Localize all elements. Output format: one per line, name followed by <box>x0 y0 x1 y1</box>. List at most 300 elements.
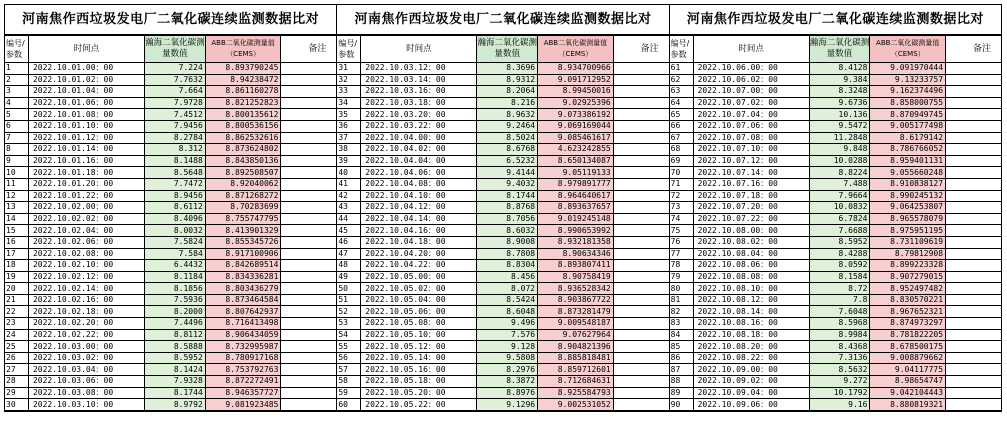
row-time: 2022.10.08.18：00 <box>693 329 809 341</box>
row-time: 2022.10.05.06：00 <box>361 306 477 318</box>
row-abb-value: 8.781822205 <box>870 329 946 341</box>
row-note <box>946 364 1001 376</box>
row-note <box>946 109 1001 121</box>
table-row <box>670 225 1001 237</box>
data-table <box>337 35 668 411</box>
row-note <box>946 376 1001 388</box>
row-hanhai-value: 7.9456 <box>145 120 206 132</box>
row-note <box>946 318 1001 330</box>
row-note <box>613 352 668 364</box>
row-note <box>281 294 336 306</box>
row-time: 2022.10.01.04：00 <box>28 86 144 98</box>
row-note <box>281 86 336 98</box>
row-number: 86 <box>670 352 693 364</box>
row-abb-value: 9.019245148 <box>538 213 614 225</box>
row-abb-value: 8.893637657 <box>538 202 614 214</box>
row-note <box>946 341 1001 353</box>
row-note <box>613 144 668 156</box>
row-hanhai-value: 8.0032 <box>145 225 206 237</box>
row-number: 61 <box>670 63 693 75</box>
row-abb-value: 8.6179142 <box>870 132 946 144</box>
row-time: 2022.10.05.02：00 <box>361 283 477 295</box>
row-hanhai-value: 8.72 <box>809 283 870 295</box>
table-row <box>670 132 1001 144</box>
row-note <box>946 97 1001 109</box>
row-number: 11 <box>5 178 28 190</box>
table-row <box>5 120 336 132</box>
row-abb-value: 8.90634346 <box>538 248 614 260</box>
row-time: 2022.10.08.04：00 <box>693 248 809 260</box>
row-abb-value: 8.936528342 <box>538 283 614 295</box>
row-note <box>613 294 668 306</box>
row-abb-value: 8.979891777 <box>538 178 614 190</box>
row-note <box>281 155 336 167</box>
table-row <box>337 144 668 156</box>
panel-title: 河南焦作西垃圾发电厂二氧化碳连续监测数据比对 <box>5 5 336 35</box>
row-note <box>613 225 668 237</box>
row-hanhai-value: 7.7632 <box>145 74 206 86</box>
header-number: 编号/参数 <box>5 36 28 63</box>
row-hanhai-value: 11.2848 <box>809 132 870 144</box>
row-number: 52 <box>337 306 360 318</box>
row-abb-value: 8.904821396 <box>538 341 614 353</box>
row-number: 51 <box>337 294 360 306</box>
row-note <box>613 341 668 353</box>
row-number: 25 <box>5 341 28 353</box>
row-hanhai-value: 8.9984 <box>809 329 870 341</box>
table-row <box>670 178 1001 190</box>
row-time: 2022.10.05.22：00 <box>361 399 477 411</box>
row-note <box>281 178 336 190</box>
row-hanhai-value: 9.6736 <box>809 97 870 109</box>
table-row <box>337 329 668 341</box>
row-note <box>613 260 668 272</box>
row-time: 2022.10.02.16：00 <box>28 294 144 306</box>
row-abb-value: 8.874973297 <box>870 318 946 330</box>
row-number: 15 <box>5 225 28 237</box>
row-abb-value: 8.964640617 <box>538 190 614 202</box>
row-note <box>613 248 668 260</box>
table-row <box>670 260 1001 272</box>
row-time: 2022.10.08.12：00 <box>693 294 809 306</box>
row-note <box>281 225 336 237</box>
row-number: 58 <box>337 376 360 388</box>
row-number: 1 <box>5 63 28 75</box>
row-time: 2022.10.06.02：00 <box>693 74 809 86</box>
row-time: 2022.10.07.04：00 <box>693 109 809 121</box>
row-number: 77 <box>670 248 693 260</box>
row-number: 78 <box>670 260 693 272</box>
row-hanhai-value: 6.7824 <box>809 213 870 225</box>
row-time: 2022.10.02.12：00 <box>28 271 144 283</box>
row-abb-value: 9.042104443 <box>870 387 946 399</box>
row-number: 65 <box>670 109 693 121</box>
row-number: 49 <box>337 271 360 283</box>
table-row <box>670 109 1001 121</box>
row-note <box>281 271 336 283</box>
header-abb: ABB二氧化碳测量值（CEMS） <box>205 36 281 63</box>
row-hanhai-value: 7.4496 <box>145 318 206 330</box>
row-time: 2022.10.07.10：00 <box>693 144 809 156</box>
row-note <box>281 109 336 121</box>
header-note: 备注 <box>946 36 1001 63</box>
header-time: 时间点 <box>361 36 477 63</box>
table-row <box>337 63 668 75</box>
row-note <box>946 294 1001 306</box>
header-hanhai: 瀚海二氧化碳测量数值 <box>809 36 870 63</box>
row-number: 17 <box>5 248 28 260</box>
table-row <box>670 387 1001 399</box>
row-abb-value: 8.800135612 <box>205 109 281 121</box>
row-abb-value: 8.873281479 <box>538 306 614 318</box>
row-hanhai-value: 6.4432 <box>145 260 206 272</box>
row-time: 2022.10.03.06：00 <box>28 376 144 388</box>
row-number: 44 <box>337 213 360 225</box>
row-number: 69 <box>670 155 693 167</box>
table-row <box>5 364 336 376</box>
table-row <box>5 294 336 306</box>
row-abb-value: 8.712684631 <box>538 376 614 388</box>
row-hanhai-value: 8.9312 <box>477 74 538 86</box>
row-number: 36 <box>337 120 360 132</box>
row-note <box>946 399 1001 411</box>
row-abb-value: 8.990653992 <box>538 225 614 237</box>
header-number: 编号/参数 <box>670 36 693 63</box>
row-note <box>613 202 668 214</box>
row-note <box>281 132 336 144</box>
row-abb-value: 8.917100906 <box>205 248 281 260</box>
row-time: 2022.10.09.06：00 <box>693 399 809 411</box>
row-hanhai-value: 9.272 <box>809 376 870 388</box>
row-time: 2022.10.07.20：00 <box>693 202 809 214</box>
table-row <box>670 97 1001 109</box>
table-row <box>670 352 1001 364</box>
row-abb-value: 8.413901329 <box>205 225 281 237</box>
row-hanhai-value: 7.488 <box>809 178 870 190</box>
row-abb-value: 8.716413498 <box>205 318 281 330</box>
header-number: 编号/参数 <box>337 36 360 63</box>
row-hanhai-value: 7.9328 <box>145 376 206 388</box>
row-time: 2022.10.01.20：00 <box>28 178 144 190</box>
row-number: 81 <box>670 294 693 306</box>
row-abb-value: 8.899223328 <box>870 260 946 272</box>
table-row <box>5 190 336 202</box>
row-time: 2022.10.03.10：00 <box>28 399 144 411</box>
row-note <box>946 190 1001 202</box>
table-row <box>337 86 668 98</box>
table-row <box>5 74 336 86</box>
row-time: 2022.10.01.12：00 <box>28 132 144 144</box>
row-number: 64 <box>670 97 693 109</box>
row-time: 2022.10.03.02：00 <box>28 352 144 364</box>
row-abb-value: 8.732995987 <box>205 341 281 353</box>
row-abb-value: 9.085461617 <box>538 132 614 144</box>
table-row <box>5 213 336 225</box>
row-note <box>613 364 668 376</box>
row-note <box>946 120 1001 132</box>
row-time: 2022.10.04.08：00 <box>361 178 477 190</box>
row-abb-value: 9.091712952 <box>538 74 614 86</box>
row-note <box>613 318 668 330</box>
row-hanhai-value: 9.384 <box>809 74 870 86</box>
row-abb-value: 8.807642937 <box>205 306 281 318</box>
row-abb-value: 8.873464584 <box>205 294 281 306</box>
row-note <box>613 376 668 388</box>
row-abb-value: 8.870949745 <box>870 109 946 121</box>
row-time: 2022.10.05.04：00 <box>361 294 477 306</box>
row-hanhai-value: 8.8112 <box>145 329 206 341</box>
row-time: 2022.10.07.22：00 <box>693 213 809 225</box>
table-row <box>5 329 336 341</box>
comparison-sheet <box>4 4 1002 412</box>
row-number: 24 <box>5 329 28 341</box>
row-hanhai-value: 10.136 <box>809 109 870 121</box>
row-abb-value: 8.880819321 <box>870 399 946 411</box>
row-note <box>946 213 1001 225</box>
row-time: 2022.10.08.08：00 <box>693 271 809 283</box>
row-abb-value: 8.990245132 <box>870 190 946 202</box>
table-row <box>5 155 336 167</box>
row-note <box>281 236 336 248</box>
row-time: 2022.10.03.12：00 <box>361 63 477 75</box>
row-abb-value: 9.005177498 <box>870 120 946 132</box>
row-abb-value: 9.05119133 <box>538 167 614 179</box>
row-time: 2022.10.08.02：00 <box>693 236 809 248</box>
row-time: 2022.10.04.20：00 <box>361 248 477 260</box>
table-row <box>337 155 668 167</box>
row-hanhai-value: 9.4144 <box>477 167 538 179</box>
table-row <box>5 387 336 399</box>
table-row <box>337 248 668 260</box>
row-number: 88 <box>670 376 693 388</box>
row-number: 22 <box>5 306 28 318</box>
row-number: 85 <box>670 341 693 353</box>
row-abb-value: 9.055660248 <box>870 167 946 179</box>
row-note <box>281 213 336 225</box>
row-time: 2022.10.05.20：00 <box>361 387 477 399</box>
row-number: 60 <box>337 399 360 411</box>
row-abb-value: 8.843850136 <box>205 155 281 167</box>
row-note <box>946 271 1001 283</box>
row-number: 40 <box>337 167 360 179</box>
row-number: 32 <box>337 74 360 86</box>
row-number: 10 <box>5 167 28 179</box>
row-note <box>946 74 1001 86</box>
row-time: 2022.10.03.14：00 <box>361 74 477 86</box>
row-hanhai-value: 7.576 <box>477 329 538 341</box>
row-number: 79 <box>670 271 693 283</box>
row-number: 13 <box>5 202 28 214</box>
row-number: 47 <box>337 248 360 260</box>
row-hanhai-value: 8.5024 <box>477 132 538 144</box>
row-time: 2022.10.05.00：00 <box>361 271 477 283</box>
data-table <box>670 35 1001 411</box>
row-time: 2022.10.07.06：00 <box>693 120 809 132</box>
row-abb-value: 9.04117775 <box>870 364 946 376</box>
row-note <box>281 167 336 179</box>
table-row <box>670 144 1001 156</box>
row-hanhai-value: 7.664 <box>145 86 206 98</box>
row-abb-value: 8.92040062 <box>205 178 281 190</box>
row-number: 84 <box>670 329 693 341</box>
row-hanhai-value: 9.5472 <box>809 120 870 132</box>
row-note <box>613 178 668 190</box>
table-row <box>670 213 1001 225</box>
row-note <box>613 132 668 144</box>
row-abb-value: 8.952497482 <box>870 283 946 295</box>
row-number: 82 <box>670 306 693 318</box>
row-number: 8 <box>5 144 28 156</box>
row-number: 7 <box>5 132 28 144</box>
row-hanhai-value: 8.6048 <box>477 306 538 318</box>
row-hanhai-value: 8.4128 <box>809 63 870 75</box>
table-row <box>337 225 668 237</box>
table-row <box>5 352 336 364</box>
row-hanhai-value: 8.8224 <box>809 167 870 179</box>
row-abb-value: 8.893790245 <box>205 63 281 75</box>
row-hanhai-value: 8.1424 <box>145 364 206 376</box>
row-abb-value: 8.98654747 <box>870 376 946 388</box>
row-hanhai-value: 8.2064 <box>477 86 538 98</box>
table-row <box>670 399 1001 411</box>
row-time: 2022.10.01.06：00 <box>28 97 144 109</box>
row-time: 2022.10.07.02：00 <box>693 97 809 109</box>
row-hanhai-value: 8.5952 <box>809 236 870 248</box>
row-abb-value: 8.903867722 <box>538 294 614 306</box>
row-hanhai-value: 7.6048 <box>809 306 870 318</box>
row-hanhai-value: 9.128 <box>477 341 538 353</box>
row-number: 29 <box>5 387 28 399</box>
row-hanhai-value: 8.6768 <box>477 144 538 156</box>
row-time: 2022.10.08.10：00 <box>693 283 809 295</box>
row-hanhai-value: 8.8304 <box>477 260 538 272</box>
table-row <box>337 283 668 295</box>
row-abb-value: 8.858000755 <box>870 97 946 109</box>
row-time: 2022.10.02.04：00 <box>28 225 144 237</box>
row-note <box>613 236 668 248</box>
table-row <box>670 155 1001 167</box>
row-abb-value: 8.965578079 <box>870 213 946 225</box>
row-abb-value: 8.99450016 <box>538 86 614 98</box>
row-time: 2022.10.05.18：00 <box>361 376 477 388</box>
row-time: 2022.10.08.20：00 <box>693 341 809 353</box>
row-hanhai-value: 7.584 <box>145 248 206 260</box>
row-time: 2022.10.02.20：00 <box>28 318 144 330</box>
row-number: 37 <box>337 132 360 144</box>
row-number: 28 <box>5 376 28 388</box>
table-row <box>5 341 336 353</box>
row-note <box>946 167 1001 179</box>
row-number: 5 <box>5 109 28 121</box>
row-time: 2022.10.03.22：00 <box>361 120 477 132</box>
table-row <box>5 271 336 283</box>
row-time: 2022.10.04.00：00 <box>361 132 477 144</box>
row-note <box>281 260 336 272</box>
row-hanhai-value: 8.7056 <box>477 213 538 225</box>
row-time: 2022.10.05.14：00 <box>361 352 477 364</box>
row-note <box>281 341 336 353</box>
row-hanhai-value: 8.8768 <box>477 202 538 214</box>
row-time: 2022.10.07.14：00 <box>693 167 809 179</box>
row-abb-value: 8.946357727 <box>205 387 281 399</box>
table-row <box>337 387 668 399</box>
row-abb-value: 8.855345726 <box>205 236 281 248</box>
table-row <box>337 167 668 179</box>
row-hanhai-value: 8.4368 <box>809 341 870 353</box>
row-hanhai-value: 9.848 <box>809 144 870 156</box>
row-number: 39 <box>337 155 360 167</box>
row-abb-value: 9.13233757 <box>870 74 946 86</box>
row-note <box>281 318 336 330</box>
row-number: 30 <box>5 399 28 411</box>
header-abb: ABB二氧化碳测量值（CEMS） <box>538 36 614 63</box>
table-row <box>337 213 668 225</box>
row-hanhai-value: 10.1792 <box>809 387 870 399</box>
row-note <box>281 352 336 364</box>
row-hanhai-value: 8.216 <box>477 97 538 109</box>
row-note <box>946 248 1001 260</box>
row-note <box>281 190 336 202</box>
header-note: 备注 <box>613 36 668 63</box>
row-hanhai-value: 8.9632 <box>477 109 538 121</box>
row-number: 21 <box>5 294 28 306</box>
row-note <box>281 329 336 341</box>
table-row <box>5 260 336 272</box>
row-note <box>613 283 668 295</box>
table-row <box>670 329 1001 341</box>
row-hanhai-value: 8.4288 <box>809 248 870 260</box>
data-table <box>5 35 336 411</box>
panel-title: 河南焦作西垃圾发电厂二氧化碳连续监测数据比对 <box>670 5 1001 35</box>
row-abb-value: 4.623242855 <box>538 144 614 156</box>
row-hanhai-value: 8.5888 <box>145 341 206 353</box>
row-time: 2022.10.04.12：00 <box>361 202 477 214</box>
row-time: 2022.10.02.02：00 <box>28 213 144 225</box>
row-hanhai-value: 7.4512 <box>145 109 206 121</box>
row-number: 12 <box>5 190 28 202</box>
row-abb-value: 8.821252823 <box>205 97 281 109</box>
row-time: 2022.10.07.12：00 <box>693 155 809 167</box>
panel-title: 河南焦作西垃圾发电厂二氧化碳连续监测数据比对 <box>337 5 668 35</box>
row-time: 2022.10.04.22：00 <box>361 260 477 272</box>
row-number: 63 <box>670 86 693 98</box>
row-abb-value: 8.975951195 <box>870 225 946 237</box>
row-note <box>613 306 668 318</box>
row-time: 2022.10.02.18：00 <box>28 306 144 318</box>
row-number: 41 <box>337 178 360 190</box>
table-row <box>337 97 668 109</box>
row-time: 2022.10.01.00：00 <box>28 63 144 75</box>
table-row <box>5 109 336 121</box>
row-hanhai-value: 9.496 <box>477 318 538 330</box>
table-row <box>670 294 1001 306</box>
row-time: 2022.10.08.22：00 <box>693 352 809 364</box>
row-abb-value: 8.873624802 <box>205 144 281 156</box>
row-hanhai-value: 8.5632 <box>809 364 870 376</box>
row-time: 2022.10.04.10：00 <box>361 190 477 202</box>
table-row <box>337 260 668 272</box>
row-abb-value: 8.786766052 <box>870 144 946 156</box>
table-row <box>670 86 1001 98</box>
table-row <box>337 306 668 318</box>
row-abb-value: 8.803436279 <box>205 283 281 295</box>
row-hanhai-value: 8.5648 <box>145 167 206 179</box>
row-note <box>946 329 1001 341</box>
row-time: 2022.10.08.14：00 <box>693 306 809 318</box>
row-hanhai-value: 8.1856 <box>145 283 206 295</box>
table-row <box>5 318 336 330</box>
row-abb-value: 9.002531052 <box>538 399 614 411</box>
